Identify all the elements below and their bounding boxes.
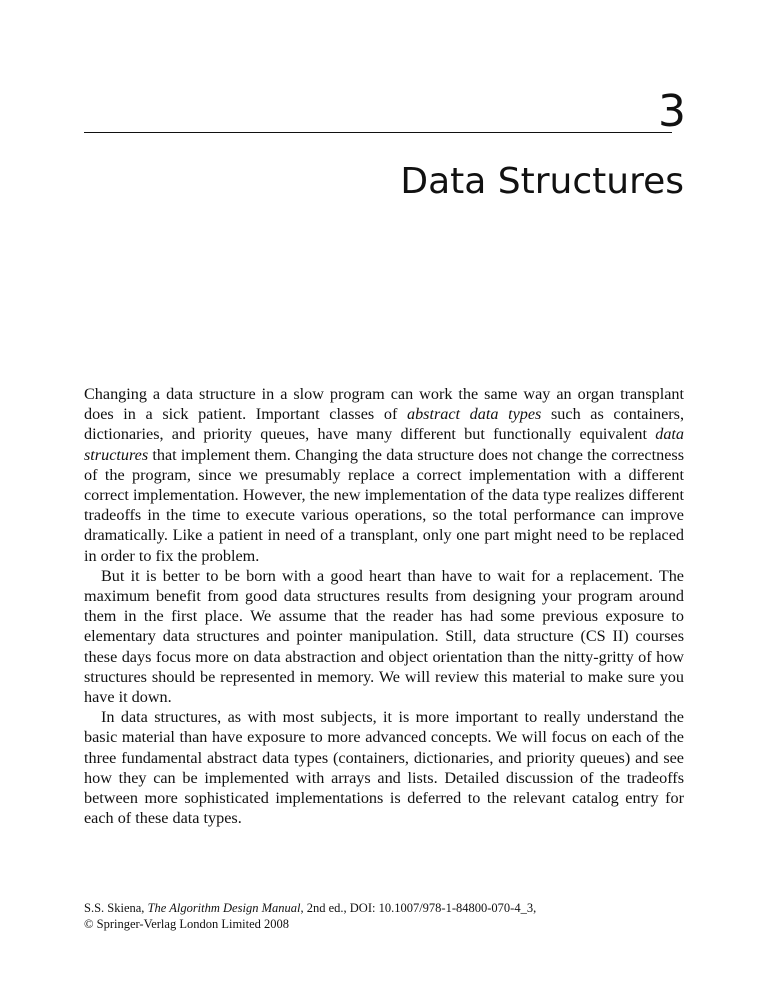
text-run: But it is better to be born with a good heart than have to wait for a replacement. The maximum benefit from good data structures results from designing your program around them in the first place. We assume that the reader has had some previous exposure to elementary data structures and pointer manipulation. Still, data structure (CS II) courses these days focus more on data abstraction and object orientation than the nitty-gritty of how structures should be represented in memory. We will review this material to make sure you have it down. [84,566,684,707]
paragraph [84,566,684,707]
copyright-line: © Springer-Verlag London Limited 2008 [84,917,290,931]
footer-citation [84,900,684,932]
body-text [84,384,684,828]
text-run: such as containers, dictionaries, and priority queues, have many different but functionally equivalent [84,405,684,444]
emphasis-term: abstract data types [406,405,542,424]
paragraph [84,384,684,566]
citation-details: , 2nd ed., DOI: 10.1007/978-1-84800-070-4_3, [300,901,537,915]
chapter-rule [84,132,672,133]
chapter-number: 3 [658,86,686,137]
chapter-title: Data Structures [400,161,684,202]
citation-author: S.S. Skiena, [84,901,148,915]
text-run: that implement them. Changing the data structure does not change the correctness of the program, since we presumably replace a correct implementation with a different correct implementation. However, the new implementation of the data type realizes different tradeoffs in the time to execute various operations, so the total performance can improve dramatically. Like a patient in need of a transplant, only one part might need to be replaced in order to fix the problem. [84,445,684,565]
text-run: Changing a data structure in a slow program can work the same way an organ transplant does in a sick patient. Important classes of [84,385,684,424]
citation-book-title: The Algorithm Design Manual [147,901,301,915]
text-run: In data structures, as with most subjects, it is more important to really understand the basic material than have exposure to more advanced concepts. We will focus on each of the three fundamental abstract data types (containers, dictionaries, and priority queues) and see how they can be implemented with arrays and lists. Detailed discussion of the tradeoffs between more sophisticated implementations is deferred to the relevant catalog entry for each of these data types. [84,708,684,828]
paragraph [84,707,684,828]
emphasis-term: data structures [84,425,684,464]
citation-line [84,900,684,916]
